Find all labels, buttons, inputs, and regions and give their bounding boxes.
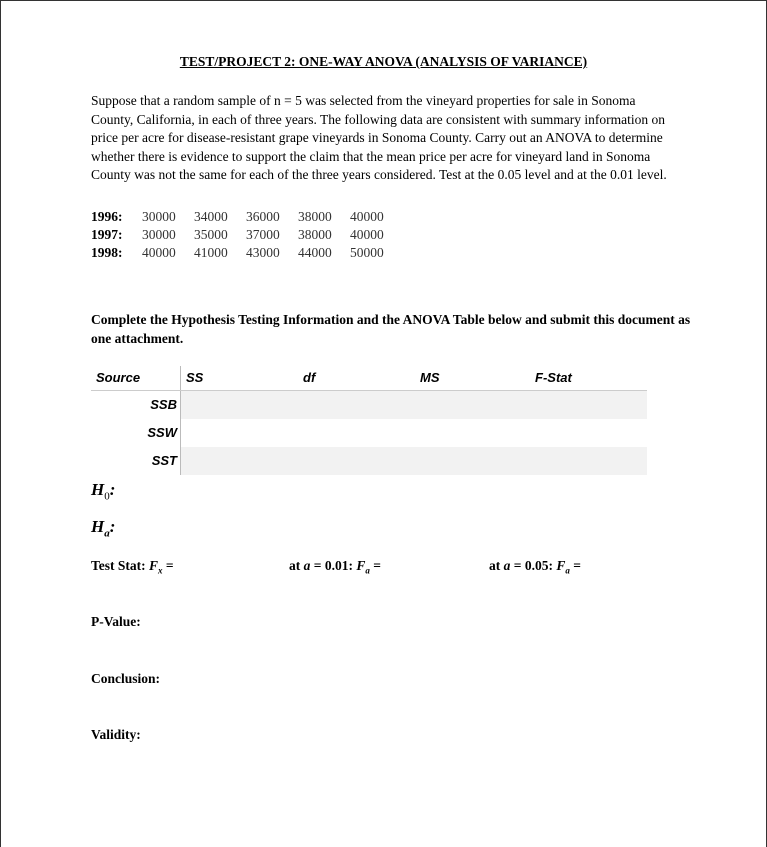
alt-hypothesis: $H_a$:: [91, 517, 116, 540]
anova-header-row: [91, 366, 647, 391]
null-hypothesis: $H_0$:: [91, 480, 116, 503]
data-row: [91, 226, 402, 244]
price-value: 35000: [194, 227, 228, 242]
price-value: 30000: [142, 227, 176, 242]
price-value: 34000: [194, 209, 228, 224]
price-value: 44000: [298, 245, 332, 260]
price-value: 40000: [350, 209, 384, 224]
page-title: TEST/PROJECT 2: ONE-WAY ANOVA (ANALYSIS OF VARIANCE): [179, 54, 588, 69]
header-fstat: F-Stat: [535, 370, 572, 385]
price-value: 41000: [194, 245, 228, 260]
anova-row-sst: [91, 447, 647, 475]
price-value: 43000: [246, 245, 280, 260]
header-ms: MS: [420, 370, 440, 385]
price-value: 40000: [350, 227, 384, 242]
price-value: 37000: [246, 227, 280, 242]
data-row: [91, 244, 402, 262]
price-value: 30000: [142, 209, 176, 224]
answer-cells[interactable]: [181, 447, 647, 475]
answer-cells[interactable]: [181, 391, 647, 419]
header-ss: SS: [186, 370, 204, 385]
critical-value-005: at a = 0.05: $F_a$ =: [489, 558, 581, 576]
price-value: 40000: [142, 245, 176, 260]
year-label: 1997:: [91, 227, 123, 242]
anova-row-ssb: [91, 391, 647, 419]
header-source: Source: [96, 370, 141, 385]
critical-value-001: at a = 0.01: $F_a$ =: [289, 558, 381, 576]
validity-label: Validity:: [91, 727, 141, 742]
anova-row-ssw: [91, 419, 647, 447]
instructions: Complete the Hypothesis Testing Information and the ANOVA Table below and submit this document as one attachment.: [91, 312, 691, 346]
answer-cells[interactable]: [181, 419, 647, 447]
data-row: [91, 208, 402, 226]
p-value-label: P-Value:: [91, 614, 141, 629]
problem-statement: Suppose that a random sample of n = 5 was selected from the vineyard properties for sale in Sonoma County, California, in each of three years. The following data are consistent with summary information on price per acre for disease-resistant grape vineyards in Sonoma County. Carry out an ANOVA to determine whether there is evidence to support the claim that the mean price per acre for vineyard land in Sonoma County was not the same for each of the three years considered. Test at the 0.05 level and at the 0.01 level.: [91, 93, 667, 183]
year-label: 1998:: [91, 245, 123, 260]
row-label: SSW: [147, 425, 177, 440]
header-df: df: [303, 370, 316, 385]
price-value: 36000: [246, 209, 280, 224]
test-stat: Test Stat: $F_x$ =: [91, 558, 174, 576]
anova-table: [91, 366, 647, 475]
price-value: 38000: [298, 209, 332, 224]
price-value: 38000: [298, 227, 332, 242]
row-label: SST: [151, 453, 177, 468]
row-label: SSB: [150, 397, 177, 412]
conclusion-label: Conclusion:: [91, 671, 161, 686]
year-label: 1996:: [91, 209, 123, 224]
price-value: 50000: [350, 245, 384, 260]
data-table: [91, 208, 402, 262]
